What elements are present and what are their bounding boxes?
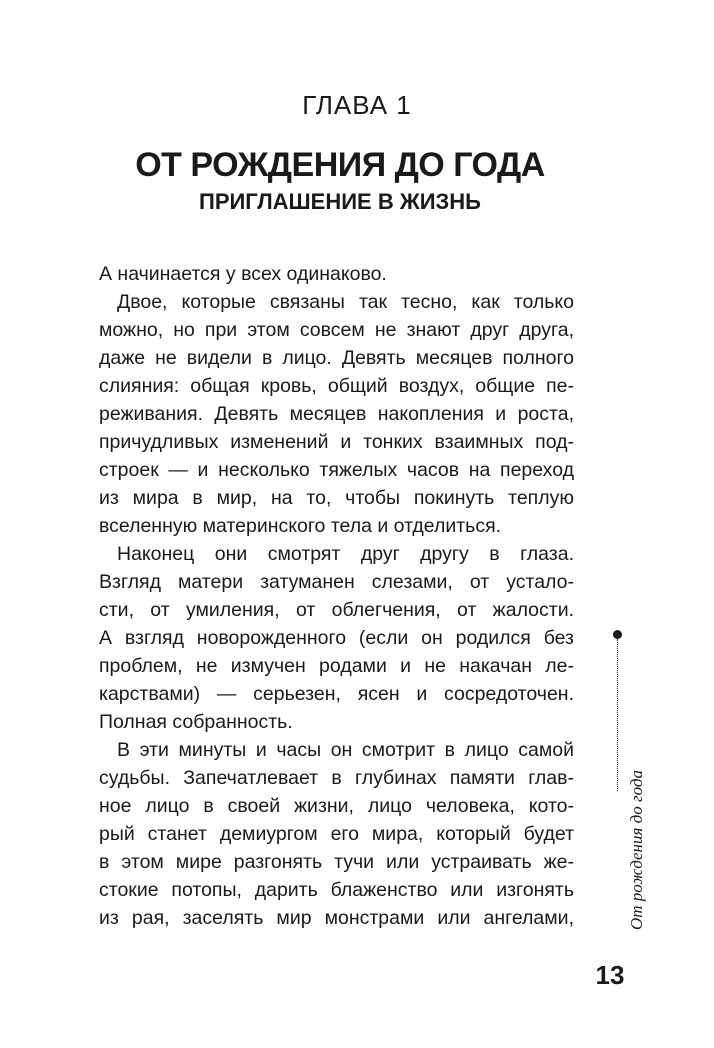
text-line: рый станет демиургом его мира, который будет xyxy=(99,823,574,845)
text-line: даже не видели в лицо. Девять месяцев полного xyxy=(99,347,574,369)
text-line: строек — и несколько тяжелых часов на переход xyxy=(99,459,574,481)
text-line: А взгляд новорожденного (если он родился без xyxy=(99,627,574,649)
running-title: От рождения до года xyxy=(627,770,646,930)
text-line: проблем, не измучен родами и не накачан ле- xyxy=(99,655,574,677)
chapter-subtitle: ПРИГЛАШЕНИЕ В ЖИЗНЬ xyxy=(199,189,481,214)
text-line: стокие потопы, дарить блаженство или изгонять xyxy=(99,879,574,901)
dotted-divider xyxy=(617,639,618,791)
text-line: можно, но при этом совсем не знают друг друга, xyxy=(99,319,574,341)
text-line: Наконец они смотрят друг другу в глаза. xyxy=(117,543,574,565)
page-number: 13 xyxy=(595,960,625,990)
body-text xyxy=(99,260,574,932)
text-line: Взгляд матери затуманен слезами, от устало- xyxy=(99,571,574,593)
text-line: ное лицо в своей жизни, лицо человека, кото- xyxy=(99,795,574,817)
text-line: сти, от умиления, от облегчения, от жалости. xyxy=(99,599,574,621)
text-line: из рая, заселять мир монстрами или ангелами, xyxy=(99,907,574,929)
chapter-title: ОТ РОЖДЕНИЯ ДО ГОДА xyxy=(135,146,545,184)
text-line: В эти минуты и часы он смотрит в лицо самой xyxy=(117,739,574,761)
text-line: Двое, которые связаны так тесно, как только xyxy=(117,291,574,313)
text-line: судьбы. Запечатлевает в глубинах памяти глав- xyxy=(99,767,574,789)
text-line: из мира в мир, на то, чтобы покинуть теплую xyxy=(99,487,574,509)
text-line: карствами) — серьезен, ясен и сосредоточен. xyxy=(99,683,574,705)
text-line: в этом мире разгонять тучи или устраивать же- xyxy=(99,851,574,873)
chapter-label: ГЛАВА 1 xyxy=(302,90,412,120)
text-line: А начинается у всех одинаково. xyxy=(99,263,387,285)
text-line: слияния: общая кровь, общий воздух, общие пе- xyxy=(99,375,574,397)
text-line: причудливых изменений и тонких взаимных под- xyxy=(99,431,574,453)
text-line: Полная собранность. xyxy=(99,711,293,733)
running-title-sidebar xyxy=(599,630,646,930)
text-line: реживания. Девять месяцев накопления и роста, xyxy=(99,403,574,425)
text-line: вселенную материнского тела и отделиться. xyxy=(99,515,502,537)
bullet-dot-icon xyxy=(613,630,622,639)
